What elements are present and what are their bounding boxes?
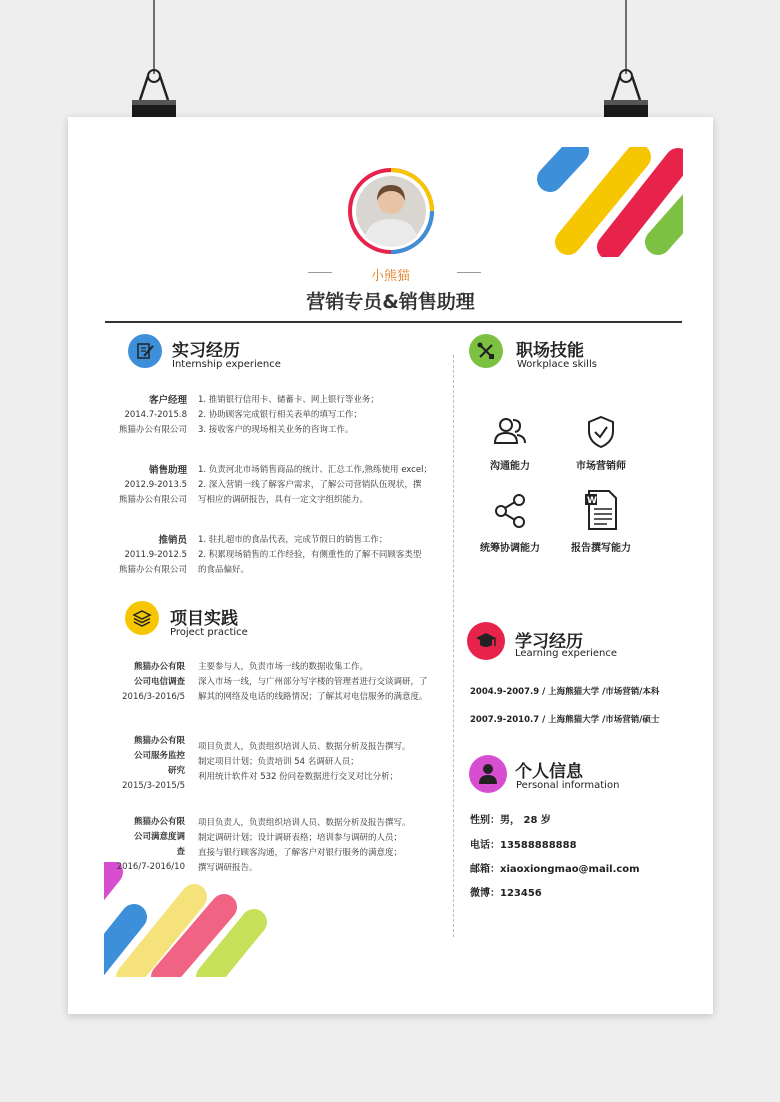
projects-subtitle: Project practice — [170, 627, 248, 638]
skill-label: 市场营销师 — [576, 461, 626, 472]
education-section-icon — [467, 622, 505, 660]
job-company: 熊猫办公有限公司 — [118, 425, 187, 435]
education-entry: 2004.9-2007.9 / 上海熊猫大学 /市场营销/本科 — [470, 687, 660, 697]
job-company: 熊猫办公有限公司 — [118, 565, 187, 575]
job-title: 营销专员&销售助理 — [306, 291, 475, 313]
edit-icon — [135, 341, 155, 361]
project-description — [198, 816, 443, 876]
skill-label: 报告撰写能力 — [571, 543, 631, 554]
personal-subtitle: Personal information — [516, 780, 620, 791]
job-line: 1. 负责河北市场销售商品的统计、汇总工作,熟练使用 excel； — [198, 465, 432, 475]
personal-email: 邮箱：xiaoxiongmao@mail.com — [470, 864, 640, 875]
project-description — [198, 660, 443, 705]
binder-clip-right — [600, 0, 652, 136]
education-title: 学习经历 — [515, 632, 583, 652]
header-divider — [105, 321, 682, 323]
project-line: 制定调研计划；设计调研表格；培训参与调研的人员； — [198, 833, 403, 843]
project-line: 项目负责人，负责组织培训人员、数据分析及报告撰写。 — [198, 818, 411, 828]
layers-icon — [132, 608, 152, 628]
project-name-line: 查 — [176, 847, 185, 857]
avatar — [347, 167, 435, 255]
project-name-line: 公司服务监控 — [133, 751, 185, 761]
decor-stripes-bottom-left — [104, 862, 274, 977]
job-period: 2014.7-2015.8 — [124, 410, 187, 420]
share-icon — [493, 493, 527, 529]
candidate-name: 小熊猫 — [370, 269, 410, 284]
project-name-line: 熊猫办公有限 — [133, 817, 185, 827]
project-period: 2016/3-2016/5 — [122, 692, 185, 702]
job-role: 客户经理 — [148, 395, 187, 406]
internship-title: 实习经历 — [172, 341, 240, 361]
project-line: 深入市场一线，与广州部分写字楼的管理者进行交谈调研，了 — [198, 677, 428, 687]
personal-phone: 电话：13588888888 — [470, 840, 577, 851]
project-period: 2015/3-2015/5 — [122, 781, 185, 791]
skills-title: 职场技能 — [516, 341, 584, 361]
shield-icon — [586, 415, 616, 449]
personal-section-icon — [469, 755, 507, 793]
project-line: 解其的网络及电话的线路情况；了解其对电信服务的满意度。 — [198, 692, 428, 702]
name-rule-right — [457, 272, 481, 273]
job-company: 熊猫办公有限公司 — [118, 495, 187, 505]
personal-weibo: 微博：123456 — [470, 888, 542, 899]
job-line: 2. 协助顾客完成银行相关表单的填写工作； — [198, 410, 362, 420]
job-period: 2011.9-2012.5 — [124, 550, 187, 560]
decor-stripes-top-right — [528, 147, 683, 257]
job-description — [198, 533, 443, 578]
job-line: 1. 推销银行信用卡、储蓄卡、网上银行等业务； — [198, 395, 379, 405]
tools-icon — [476, 341, 496, 361]
resume-paper — [68, 117, 713, 1014]
job-meta — [87, 393, 187, 438]
internship-subtitle: Internship experience — [172, 359, 281, 370]
job-line: 2. 深入营销一线了解客户需求，了解公司营销队伍现状，撰 — [198, 480, 422, 490]
project-description — [198, 740, 443, 785]
skills-section-icon — [469, 334, 503, 368]
graduation-cap-icon — [475, 631, 497, 651]
document-icon — [583, 489, 619, 531]
project-line: 直接与银行顾客沟通，了解客户对银行服务的满意度； — [198, 848, 403, 858]
job-line: 写相应的调研报告，具有一定文字组织能力。 — [198, 495, 369, 505]
job-meta — [87, 463, 187, 508]
job-line: 的食品偏好。 — [198, 565, 250, 575]
project-name-line: 公司满意度调 — [133, 832, 185, 842]
project-line: 主要参与人，负责市场一线的数据收集工作。 — [198, 662, 369, 672]
column-divider — [453, 355, 454, 937]
job-line: 2. 积累现场销售的工作经验，有侧重性的了解不同顾客类型 — [198, 550, 422, 560]
projects-section-icon — [125, 601, 159, 635]
job-line: 3. 接收客户的现场相关业务的咨询工作。 — [198, 425, 354, 435]
job-description — [198, 463, 443, 508]
project-line: 项目负责人，负责组织培训人员、数据分析及报告撰写。 — [198, 742, 411, 752]
svg-text:W: W — [587, 496, 597, 506]
job-role: 销售助理 — [148, 465, 187, 476]
skills-subtitle: Workplace skills — [517, 359, 597, 370]
job-period: 2012.9-2013.5 — [124, 480, 187, 490]
person-icon — [478, 763, 498, 785]
job-description — [198, 393, 443, 438]
project-line: 利用统计软件对 532 份问卷数据进行交叉对比分析； — [198, 772, 399, 782]
project-name-line: 熊猫办公有限 — [133, 736, 185, 746]
job-role: 推销员 — [158, 535, 187, 546]
project-meta — [85, 660, 185, 705]
skill-label: 统筹协调能力 — [480, 543, 540, 554]
binder-clip-left — [128, 0, 180, 136]
job-meta — [87, 533, 187, 578]
projects-title: 项目实践 — [170, 609, 238, 629]
education-subtitle: Learning experience — [515, 648, 618, 659]
internship-section-icon — [128, 334, 162, 368]
project-period: 2016/7-2016/10 — [116, 862, 185, 872]
personal-gender-age: 性别：男， 28 岁 — [470, 815, 551, 826]
education-entry: 2007.9-2010.7 / 上海熊猫大学 /市场营销/硕士 — [470, 715, 660, 725]
skill-label: 沟通能力 — [490, 461, 530, 472]
project-name-line: 公司电信调查 — [133, 677, 185, 687]
users-icon — [492, 415, 528, 447]
personal-title: 个人信息 — [515, 762, 583, 782]
project-name-line: 研究 — [167, 766, 185, 776]
project-line: 制定项目计划；负责培训 54 名调研人员； — [198, 757, 359, 767]
project-meta — [85, 815, 185, 875]
project-name-line: 熊猫办公有限 — [133, 662, 185, 672]
job-line: 1. 驻扎超市的食品代表，完成节假日的销售工作； — [198, 535, 388, 545]
project-line: 撰写调研报告。 — [198, 863, 258, 873]
project-meta — [85, 734, 185, 794]
